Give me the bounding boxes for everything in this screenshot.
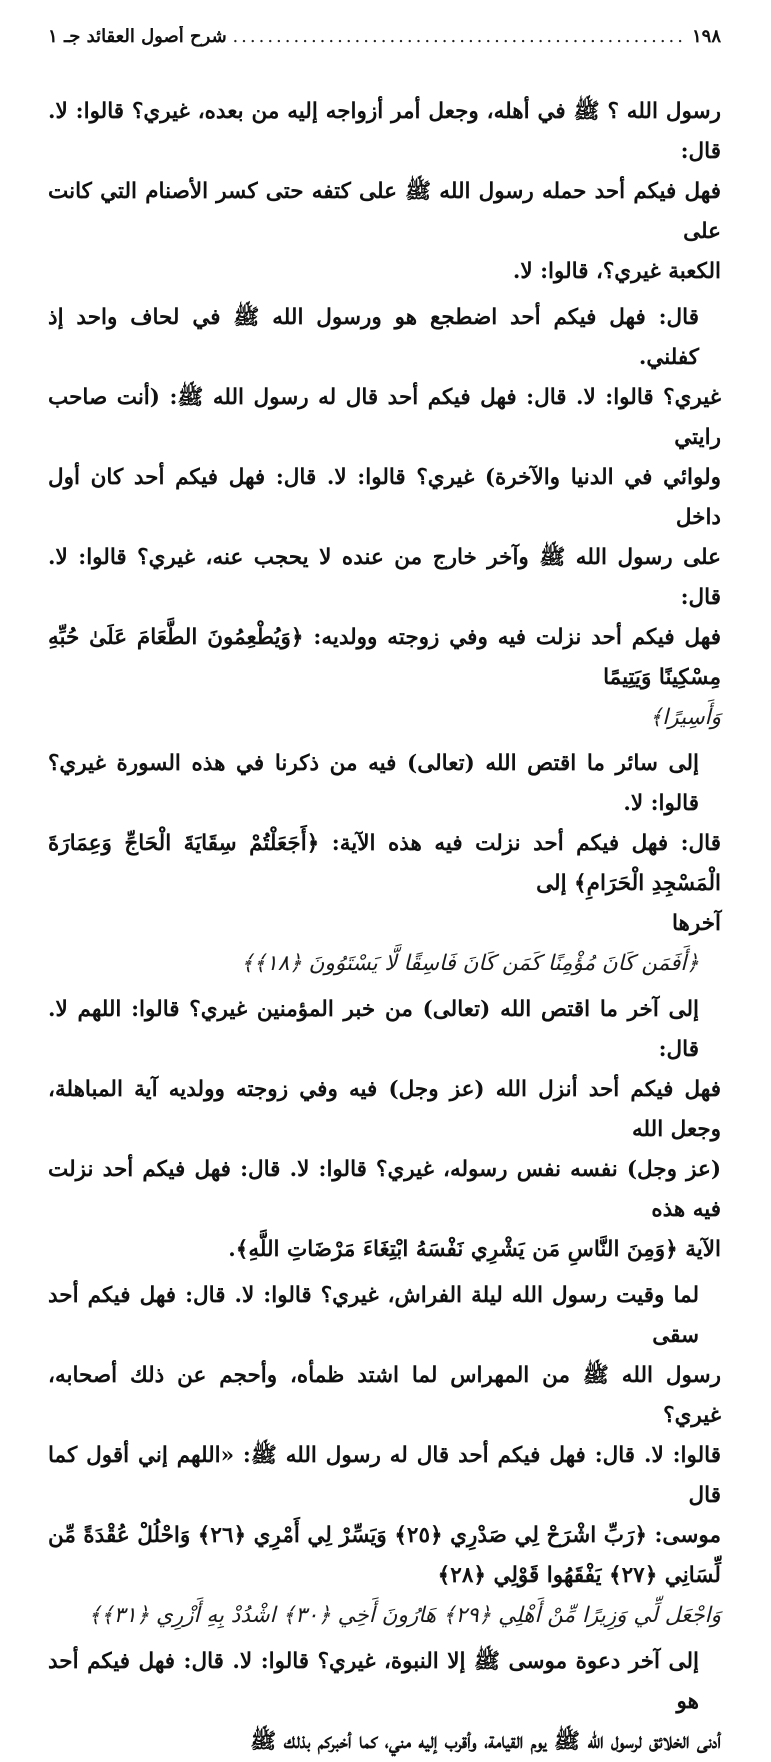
running-header <box>48 26 721 60</box>
text-line: الآية ﴿وَمِنَ النَّاسِ مَن يَشْرِي نَفْسَهُ ابْتِغَاءَ مَرْضَاتِ اللَّهِ﴾. <box>228 1237 721 1262</box>
page-body <box>48 92 721 1762</box>
text-line: آخرها <box>671 911 721 936</box>
text-line: قال: فهل فيكم أحد اضطجع هو ورسول الله ﷺ في لحاف واحد إذ كفلني. <box>48 305 699 370</box>
text-line: غيري؟ قالوا: لا. قال: فهل فيكم أحد قال له رسول الله ﷺ: (أنت صاحب رايتي <box>48 385 721 450</box>
text-line: فهل فيكم أحد أنزل الله (عز وجل) فيه وفي زوجته وولديه آية المباهلة، وجعل الله <box>48 1077 721 1142</box>
text-line: موسى: ﴿رَبِّ اشْرَحْ لِي صَدْرِي ﴿٢٥﴾ وَيَسِّرْ لِي أَمْرِي ﴿٢٦﴾ وَاحْلُلْ عُقْدَةً مِّن لِّسَانِي ﴿٢٧﴾ يَفْقَهُوا قَوْلِي ﴿٢٨﴾ <box>48 1523 721 1588</box>
quran-verse: وَاجْعَل لِّي وَزِيرًا مِّنْ أَهْلِي ﴿٢٩﴾ هَارُونَ أَخِي ﴿٣٠﴾ اشْدُدْ بِهِ أَزْرِي ﴿٣١﴾﴾ <box>88 1603 721 1628</box>
text-line: فهل فيكم أحد نزلت فيه وفي زوجته وولديه: ﴿وَيُطْعِمُونَ الطَّعَامَ عَلَىٰ حُبِّهِ مِسْكِينًا وَيَتِيمًا <box>48 625 721 690</box>
paragraph <box>48 990 721 1270</box>
text-line: إلى آخر دعوة موسى ﷺ إلا النبوة، غيري؟ قالوا: لا. قال: فهل فيكم أحد هو <box>48 1649 699 1714</box>
quran-verse: وَأَسِيرًا﴾ <box>649 705 721 730</box>
text-line: فهل فيكم أحد حمله رسول الله ﷺ على كتفه حتى كسر الأصنام التي كانت على <box>48 179 721 244</box>
paragraph <box>48 1642 721 1762</box>
page-number: ١٩٨ <box>691 26 721 47</box>
text-line: على رسول الله ﷺ وآخر خارج من عنده لا يحجب عنه، غيري؟ قالوا: لا. قال: <box>48 545 721 610</box>
text-line: رسول الله ﷺ من المهراس لما اشتد ظمأه، وأحجم عن ذلك أصحابه، غيري؟ <box>48 1363 721 1428</box>
text-line: قالوا: لا. قال: فهل فيكم أحد قال له رسول الله ﷺ: «اللهم إني أقول كما قال <box>48 1443 721 1508</box>
text-line: إلى سائر ما اقتص الله (تعالى) فيه من ذكرنا في هذه السورة غيري؟ قالوا: لا. <box>48 751 699 816</box>
text-line: (عز وجل) نفسه نفس رسوله، غيري؟ قالوا: لا. قال: فهل فيكم أحد نزلت فيه هذه <box>48 1157 721 1222</box>
leader-dots <box>233 26 686 47</box>
paragraph <box>48 298 721 738</box>
text-line: لما وقيت رسول الله ليلة الفراش، غيري؟ قالوا: لا. قال: فهل فيكم أحد سقى <box>48 1283 699 1348</box>
text-line: ولوائي في الدنيا والآخرة) غيري؟ قالوا: لا. قال: فهل فيكم أحد كان أول داخل <box>48 465 721 530</box>
text-line: إلى آخر ما اقتص الله (تعالى) من خبر المؤمنين غيري؟ قالوا: اللهم لا. قال: <box>48 997 699 1062</box>
book-title: شرح أصول العقائد جـ ١ <box>48 26 227 47</box>
text-line: قال: فهل فيكم أحد نزلت فيه هذه الآية: ﴿أَجَعَلْتُمْ سِقَايَةَ الْحَاجِّ وَعِمَارَةَ الْمَسْجِدِ الْحَرَامِ﴾ إلى <box>48 831 721 896</box>
paragraph <box>48 92 721 292</box>
text-line: الكعبة غيري؟، قالوا: لا. <box>512 259 721 284</box>
text-line: رسول الله ؟ ﷺ في أهله، وجعل أمر أزواجه إليه من بعده، غيري؟ قالوا: لا. قال: <box>48 99 721 164</box>
paragraph <box>48 1276 721 1636</box>
quran-verse: ﴿أَفَمَن كَانَ مُؤْمِنًا كَمَن كَانَ فَاسِقًا لَّا يَسْتَوُونَ ﴿١٨﴾﴾ <box>240 951 699 976</box>
paragraph <box>48 744 721 984</box>
text-line: أدنى الخلائق لرسول الله ﷺ يوم القيامة، وأقرب إليه مني، كما أخبركم بذلك ﷺ <box>250 1729 721 1754</box>
